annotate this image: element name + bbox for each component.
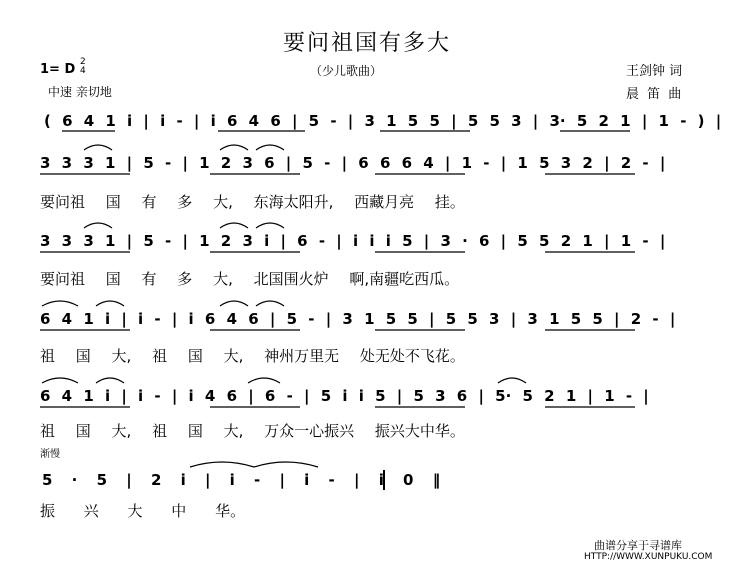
song-subtitle: （少儿歌曲） (310, 64, 383, 78)
slur (254, 462, 318, 467)
key-signature: 1= D (40, 62, 76, 77)
footer-url[interactable]: HTTP://WWW.XUNPUKU.COM (584, 552, 713, 562)
tempo-marking: 中速 亲切地 (48, 85, 112, 99)
composer-credit: 晨 笛 曲 (626, 87, 684, 102)
slur (220, 145, 248, 150)
lyricist-credit: 王剑钟 词 (626, 64, 683, 79)
ending-lyric: 振 兴 大 中 华。 (40, 502, 246, 520)
slur (96, 378, 124, 383)
slur (220, 223, 248, 228)
slur (190, 462, 254, 467)
song-title: 要问祖国有多大 (283, 31, 452, 56)
ending-notation: 5 · 5 | 2 i | i - | i - | i 0 ‖ (42, 471, 441, 489)
row-1-lyric: 要问祖 国 有 多 大, 东海太阳升, 西藏月亮 挂。 (40, 193, 465, 211)
intro-notation: ( 6 4 1 i | i - | i 6 4 6 | 5 - | 3 1 5 5 | 5 5 3 | 3· 5 2 1 | 1 - ) | (44, 112, 722, 130)
ritardando-mark: 渐慢 (40, 449, 60, 460)
slur (42, 301, 78, 306)
row-2-lyric: 要问祖 国 有 多 大, 北国围火炉 啊,南疆吃西瓜。 (40, 270, 460, 288)
row-3-notation: 6 4 1 i | i - | i 6 4 6 | 5 - | 3 1 5 5 | 5 5 3 | 3 1 5 5 | 2 - | (40, 310, 676, 328)
time-top: 2 (80, 57, 86, 67)
slur (498, 378, 526, 383)
slur (96, 301, 124, 306)
slur (220, 301, 248, 306)
row-4-notation: 6 4 1 i | i - | i 4 6 | 6 - | 5 i i 5 | 5 3 6 | 5· 5 2 1 | 1 - | (40, 387, 649, 405)
row-3-lyric: 祖 国 大, 祖 国 大, 神州万里无 处无处不飞花。 (40, 347, 465, 365)
time-bottom: 4 (80, 66, 86, 76)
slur (248, 378, 280, 383)
row-1-notation: 3 3 3 1 | 5 - | 1 2 3 6 | 5 - | 6 6 6 4 | 1 - | 1 5 3 2 | 2 - | (40, 154, 666, 172)
footer-site-name: 曲谱分享于寻谱库 (594, 539, 682, 552)
slur (84, 145, 112, 150)
row-4-lyric: 祖 国 大, 祖 国 大, 万众一心振兴 振兴大中华。 (40, 422, 465, 440)
slur (256, 301, 284, 306)
row-2-notation: 3 3 3 1 | 5 - | 1 2 3 i | 6 - | i i i 5 | 3 · 6 | 5 5 2 1 | 1 - | (40, 232, 666, 250)
slur (42, 378, 78, 383)
slur (256, 223, 284, 228)
slur (256, 145, 284, 150)
slur (84, 223, 112, 228)
